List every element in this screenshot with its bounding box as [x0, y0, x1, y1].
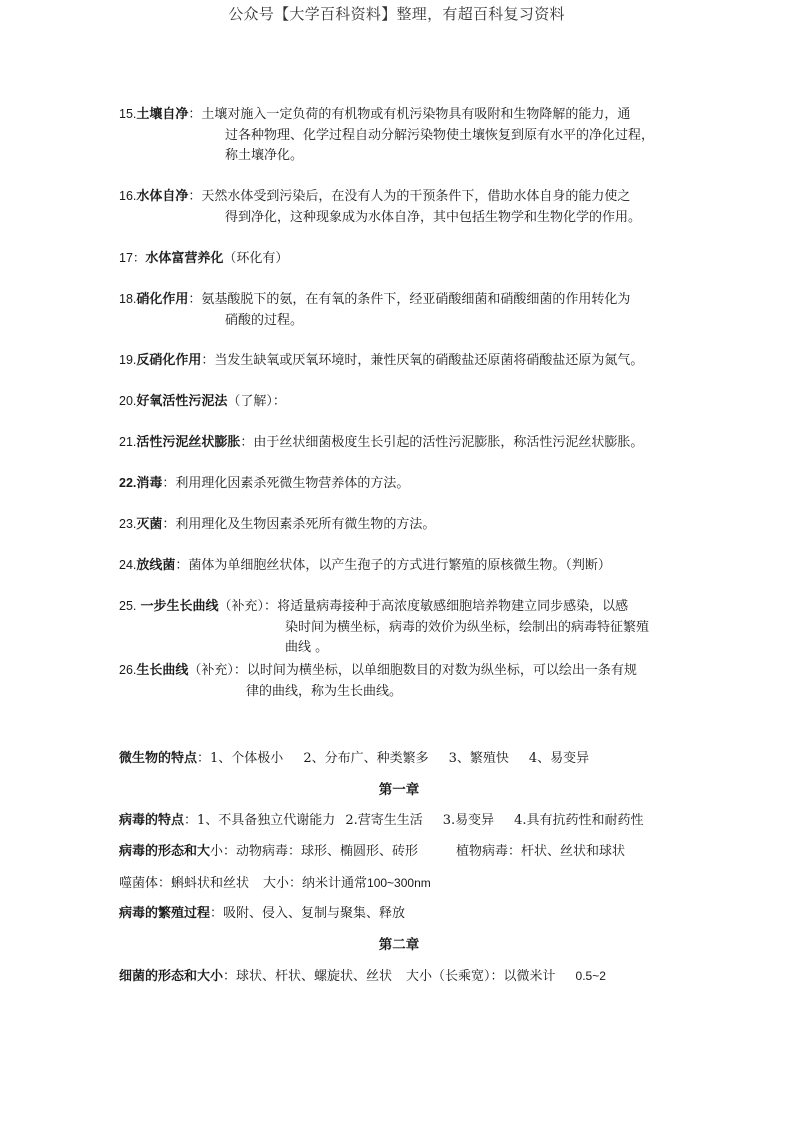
entry-19: [119, 350, 679, 371]
entry-text: ：利用理化及生物因素杀死所有微生物的方法。: [162, 517, 436, 532]
section-text: ：球状、杆状、螺旋状、丝状: [223, 969, 393, 984]
entry-25: [119, 596, 679, 658]
entry-text-continued: 硝酸的过程。: [225, 312, 304, 328]
section-term: 病毒的繁殖过程: [119, 906, 211, 921]
entry-number: 24.: [119, 558, 137, 572]
entry-separator: （补充）：: [218, 599, 278, 614]
entry-text-continued: 得到净化，这种现象成为水体自净，其中包括生物学和生物化学的作用。: [225, 209, 642, 225]
feature-item: 3.易变异: [442, 813, 495, 828]
section-text: 大小：纳米计通常: [263, 876, 368, 891]
entry-20: [119, 391, 679, 412]
entry-text-continued: 染时间为横坐标，病毒的效价为纵坐标，绘制出的病毒特征繁殖: [285, 619, 650, 635]
entry-term: 土壤自净: [136, 107, 189, 122]
section-text: 大小（长乘宽）：以微米计: [406, 969, 556, 984]
entry-term: 好氧活性污泥法: [136, 394, 228, 409]
entry-23: [119, 514, 679, 535]
entry-term: 反硝化作用: [136, 353, 202, 368]
virus-shape: [119, 842, 679, 863]
chapter-heading-1: 第一章: [378, 782, 420, 798]
entry-number: 18.: [119, 292, 137, 306]
entry-term: 水体富营养化: [145, 251, 224, 266]
feature-item: 4.具有抗药性和耐药性: [514, 813, 644, 828]
feature-item: 2、分布广、种类繁多: [303, 751, 429, 766]
section-text: 噬菌体：蝌蚪状和丝状: [119, 876, 250, 891]
section-term: 微生物的特点: [119, 751, 198, 766]
entry-26: [119, 660, 679, 701]
entry-number: 15.: [119, 107, 137, 121]
entry-text: 氨基酸脱下的氨，在有氧的条件下，经亚硝酸细菌和硝酸细菌的作用转化为: [201, 292, 631, 307]
entry-text: 天然水体受到污染后，在没有人为的干预条件下，借助水体自身的能力使之: [201, 189, 631, 204]
entry-term: 活性污泥丝状膨胀: [136, 435, 241, 450]
section-term: 病毒的特点: [119, 813, 185, 828]
size-value: 0.5~2: [575, 969, 606, 983]
entry-number: 17：: [119, 251, 146, 265]
entry-22: [119, 473, 679, 494]
entry-separator: （补充）：: [188, 663, 247, 678]
feature-item: 2.营寄生生活: [345, 813, 423, 828]
phage-info: [119, 873, 679, 894]
entry-number: 20.: [119, 394, 137, 408]
entry-separator: ：: [188, 189, 202, 204]
entry-term: 硝化作用: [136, 292, 189, 307]
entry-term: 消毒: [136, 476, 163, 491]
entry-text: （环化有）: [223, 251, 289, 266]
entry-term: 生长曲线: [136, 663, 189, 678]
section-text: 小：动物病毒：球形、椭圆形、砖形: [210, 844, 419, 859]
feature-item: 4、易变异: [528, 751, 590, 766]
entry-separator: ：: [188, 292, 202, 307]
section-term: 细菌的形态和大小: [119, 969, 224, 984]
entry-15: [119, 104, 679, 174]
entry-text: （了解）：: [227, 394, 286, 409]
entry-text: ：当发生缺氧或厌氧环境时，兼性厌氧的硝酸盐还原菌将硝酸盐还原为氮气。: [201, 353, 644, 368]
entry-text-continued: 曲线 。: [285, 640, 329, 655]
feature-item: 1、不具备独立代谢能力: [197, 813, 336, 828]
entry-term: 放线菌: [136, 558, 176, 573]
entry-text-continued: 过各种物理、化学过程自动分解污染物使土壤恢复到原有水平的净化过程，: [225, 127, 655, 143]
entry-text: 土壤对施入一定负荷的有机物或有机污染物具有吸附和生物降解的能力，通: [201, 107, 631, 122]
feature-item: 1、个体极小: [210, 751, 284, 766]
bacteria-shape: [119, 966, 679, 987]
entry-number: 26.: [119, 663, 137, 677]
size-value: 100~300nm: [367, 876, 431, 890]
page-header: 公众号【大学百科资料】整理，有超百科复习资料: [228, 5, 565, 23]
entry-term: 一步生长曲线: [140, 599, 219, 614]
entry-text: ：利用理化因素杀死微生物营养体的方法。: [162, 476, 410, 491]
entry-term: 水体自净: [136, 189, 189, 204]
entry-number: 19.: [119, 353, 137, 367]
virus-reproduction: [119, 904, 679, 925]
chapter-heading-2: 第二章: [378, 937, 420, 953]
entry-number: 16.: [119, 189, 137, 203]
microbe-features: [119, 749, 679, 770]
virus-features: [119, 811, 679, 832]
section-term: 病毒的形态和大: [119, 844, 211, 859]
entry-16: [119, 186, 679, 248]
entry-text-continued: 律的曲线，称为生长曲线。: [246, 683, 403, 699]
entry-number: 22.: [119, 476, 137, 490]
document-body: [119, 104, 679, 987]
entry-24: [119, 555, 679, 576]
entry-separator: ：: [188, 107, 202, 122]
section-separator: ：: [197, 751, 211, 766]
entry-text: ：由于丝状细菌极度生长引起的活性污泥膨胀，称活性污泥丝状膨胀。: [240, 435, 644, 450]
entry-17: [119, 248, 679, 269]
section-text: 植物病毒：杆状、丝状和球状: [456, 844, 626, 859]
entry-number: 25.: [119, 599, 137, 613]
entry-21: [119, 432, 679, 453]
entry-text: 以时间为横坐标，以单细胞数目的对数为纵坐标，可以绘出一条有规: [246, 663, 637, 678]
entry-term: 灭菌: [136, 517, 163, 532]
section-separator: ：: [184, 813, 198, 828]
entry-text-continued: 称土壤净化。: [225, 148, 304, 163]
entry-text: ：菌体为单细胞丝状体，以产生孢子的方式进行繁殖的原核微生物。（判断）: [175, 558, 611, 573]
entry-number: 23.: [119, 517, 137, 531]
entry-18: [119, 289, 679, 330]
feature-item: 3、繁殖快: [448, 751, 509, 766]
entry-number: 21.: [119, 435, 137, 449]
entry-text: 将适量病毒接种于高浓度敏感细胞培养物建立同步感染，以感: [277, 599, 629, 614]
section-text: ：吸附、侵入、复制与聚集、释放: [210, 906, 406, 921]
